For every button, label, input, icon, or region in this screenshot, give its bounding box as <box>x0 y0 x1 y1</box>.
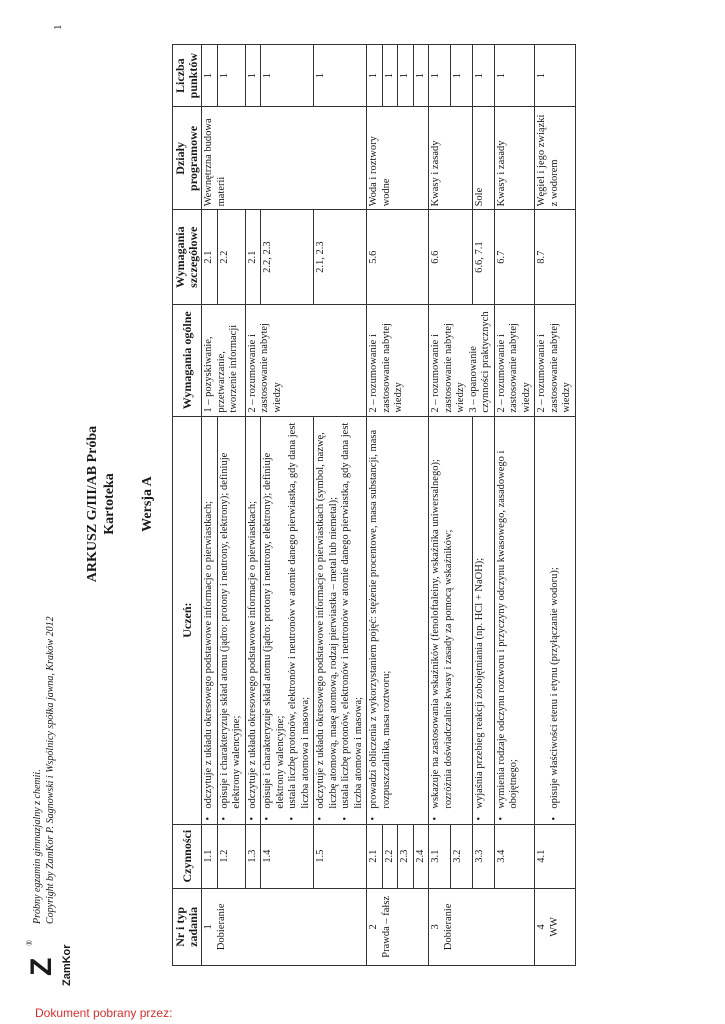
registered-mark: ® <box>25 939 34 946</box>
dzialy-cell: Węgiel i jego związki z wodorem <box>535 107 576 210</box>
szczegolowe-cell: 2.2, 2.3 <box>261 210 314 304</box>
col-header-szczegolowe: Wymagania szczegółowe <box>173 210 202 304</box>
logo-text: ZamKor <box>61 944 73 986</box>
points-cell: 1 <box>245 45 261 107</box>
logo-mark: Z <box>25 957 58 976</box>
czynnosc-cell: 4.1 <box>535 824 576 888</box>
dzialy-cell: Wewnętrzna budowa materii <box>202 107 367 210</box>
points-cell: 1 <box>217 45 245 107</box>
table-row <box>202 45 218 966</box>
szczegolowe-cell: 6.7 <box>494 210 535 304</box>
version-label: Wersja A <box>140 476 155 532</box>
szczegolowe-cell: 2.1, 2.3 <box>314 210 367 304</box>
points-cell: 1 <box>382 45 398 107</box>
czynnosc-cell: 1.2 <box>217 824 245 888</box>
uczen-cell: • wskazuje na zastosowania wskaźników (fenoloftaleiny, wskaźnika uniwersalnego); rozróżnia doświadczalnie kwasy i zasady za pomocą wskaźników; <box>429 416 473 824</box>
title-block <box>84 304 156 704</box>
uczen-cell: • prowadzi obliczenia z wykorzystaniem pojęć: stężenie procentowe, masa substancji, masa rozpuszczalnika, masa roztworu; <box>367 416 429 824</box>
dzialy-cell: Woda i roztwory wodne <box>367 107 429 210</box>
uczen-text: odczytuje z układu okresowego podstawowe informacje o pierwiastkach; <box>246 501 258 809</box>
uczen-text: opisuje i charakteryzuje skład atomu (jądro: protony i neutrony, elektrony); definiuje elektrony walencyjne; <box>218 452 242 809</box>
ogolne-cell: 2 – rozumowanie i zastosowanie nabytej wiedzy <box>494 304 535 416</box>
task-type: Dobieranie <box>215 903 227 951</box>
uczen-cell: • odczytuje z układu okresowego podstawowe informacje o pierwiastkach; <box>245 416 261 824</box>
czynnosc-cell: 2.2 <box>382 824 398 888</box>
czynnosc-cell: 2.1 <box>367 824 383 888</box>
task-type: Dobieranie <box>442 903 454 951</box>
uczen-cell: • odczytuje z układu okresowego podstawowe informacje o pierwiastkach (symbol, nazwę, liczbę atomową, masę atomową, rodzaj pierwiastka – metal lub niemetal); • ustala liczbę protonów, elektronów i neutronów w atomie danego pierwiastka, gdy dana jest liczba atomowa i masowa; <box>314 416 367 824</box>
szczegolowe-cell: 5.6 <box>367 210 429 304</box>
task-type: WW <box>548 916 560 937</box>
szczegolowe-cell: 6.6 <box>429 210 473 304</box>
task-type: Prawda – fałsz <box>380 895 392 958</box>
ogolne-cell: 2 – rozumowanie i zastosowanie nabytej wiedzy <box>367 304 429 416</box>
szczegolowe-cell: 2.1 <box>202 210 218 304</box>
szczegolowe-cell: 6.6, 7.1 <box>472 210 494 304</box>
ogolne-cell: 2 – rozumowanie i zastosowanie nabytej wiedzy <box>245 304 367 416</box>
header-line-2: Copyright by ZamKor P. Sagnowski i Wspólnicy spółka jawna, Kraków 2012 <box>45 616 56 924</box>
uczen-text: wymienia rodzaje odczynu roztworu i przyczyny odczynu kwasowego, zasadowego i obojętnego; <box>495 450 519 809</box>
col-header-uczen: Uczeń: <box>173 416 202 824</box>
czynnosc-cell: 1.1 <box>202 824 218 888</box>
table-row <box>472 45 494 966</box>
czynnosc-cell: 3.3 <box>472 824 494 888</box>
uczen-cell: • odczytuje z układu okresowego podstawowe informacje o pierwiastkach; <box>202 416 218 824</box>
table-header-row <box>173 45 202 966</box>
task-number: 2 <box>368 924 379 930</box>
task-number: 3 <box>430 924 441 930</box>
points-cell: 1 <box>450 45 472 107</box>
uczen-text: odczytuje z układu okresowego podstawowe informacje o pierwiastkach; <box>203 501 214 809</box>
uczen-text: opisuje i charakteryzuje skład atomu (jądro: protony i neutrony, elektrony); definiuje elektrony walencyjne; <box>262 452 286 809</box>
points-cell: 1 <box>202 45 218 107</box>
czynnosc-cell: 3.2 <box>450 824 472 888</box>
sheet-title: ARKUSZ G/III/AB Próba <box>85 425 100 583</box>
uczen-text: wyjaśnia przebieg reakcji zobojętniania (np. HCl + NaOH); <box>473 557 485 809</box>
szczegolowe-cell: 2.1 <box>245 210 261 304</box>
col-header-dzialy: Działy programowe <box>173 107 202 210</box>
uczen-cell: • opisuje właściwości etenu i etynu (przyłączanie wodoru); <box>535 416 576 824</box>
points-cell: 1 <box>494 45 535 107</box>
dzialy-cell: Sole <box>472 107 494 210</box>
task-1-cell <box>202 888 367 965</box>
uczen-cell: • wyjaśnia przebieg reakcji zobojętniania (np. HCl + NaOH); <box>472 416 494 824</box>
table-row <box>429 45 451 966</box>
points-cell: 1 <box>398 45 414 107</box>
ogolne-cell: 2 – rozumowanie i zastosowanie nabytej wiedzy <box>535 304 576 416</box>
col-header-punkty: Liczba punktów <box>173 45 202 107</box>
czynnosc-cell: 2.4 <box>413 824 429 888</box>
header-line-1: Próbny egzamin gimnazjalny z chemii. <box>32 769 43 924</box>
col-header-nr: Nr i typ zadania <box>173 888 202 965</box>
col-header-czynnosci: Czynności <box>173 824 202 888</box>
kartoteka-table <box>172 44 576 966</box>
szczegolowe-cell: 8.7 <box>535 210 576 304</box>
table-row <box>494 45 535 966</box>
czynnosc-cell: 1.4 <box>261 824 314 888</box>
ogolne-cell: 2 – rozumowanie i zastosowanie nabytej wiedzy 3 – opanowanie czynności praktycznych <box>429 304 495 416</box>
task-3-cell <box>429 888 535 965</box>
footer-download-note: Dokument pobrany przez: <box>35 1006 173 1020</box>
dzialy-cell: Kwasy i zasady <box>429 107 473 210</box>
uczen-text: opisuje właściwości etenu i etynu (przyłączanie wodoru); <box>548 567 560 809</box>
czynnosc-cell: 1.5 <box>314 824 367 888</box>
points-cell: 1 <box>367 45 383 107</box>
task-number: 4 <box>536 924 547 930</box>
points-cell: 1 <box>472 45 494 107</box>
uczen-cell: • opisuje i charakteryzuje skład atomu (jądro: protony i neutrony, elektrony); definiuje elektrony walencyjne; • ustala liczbę protonów, elektronów i neutronów w atomie danego pierwiastka, gdy dana jest liczba atomowa i masowa; <box>261 416 314 824</box>
uczen-cell: • wymienia rodzaje odczynu roztworu i przyczyny odczynu kwasowego, zasadowego i obojętnego; <box>494 416 535 824</box>
col-header-ogolne: Wymagania ogólne <box>173 304 202 416</box>
page-header <box>25 566 81 986</box>
szczegolowe-cell: 2.2 <box>217 210 245 304</box>
czynnosc-cell: 3.4 <box>494 824 535 888</box>
task-4-cell <box>535 888 576 965</box>
points-cell: 1 <box>429 45 451 107</box>
sheet-subtitle: Kartoteka <box>102 473 117 535</box>
task-number: 1 <box>203 924 214 930</box>
points-cell: 1 <box>535 45 576 107</box>
header-text <box>31 616 57 924</box>
table-row <box>535 45 576 966</box>
uczen-text: wskazuje na zastosowania wskaźników (fenoloftaleiny, wskaźnika uniwersalnego); rozróżnia doświadczalnie kwasy i zasady za pomocą wskaźników; <box>430 459 454 809</box>
czynnosc-cell: 2.3 <box>398 824 414 888</box>
uczen-text: ustala liczbę protonów, elektronów i neutronów w atomie danego pierwiastka, gdy dana jest liczba atomowa i masowa; <box>340 422 364 809</box>
czynnosc-cell: 3.1 <box>429 824 451 888</box>
uczen-cell: • opisuje i charakteryzuje skład atomu (jądro: protony i neutrony, elektrony); definiuje elektrony walencyjne; <box>217 416 245 824</box>
uczen-text: odczytuje z układu okresowego podstawowe informacje o pierwiastkach (symbol, nazwę, liczbę atomową, masę atomową, rodzaj pierwiastka – metal lub niemetal); <box>315 432 339 809</box>
ogolne-cell: 1 – pozyskiwanie, przetwarzanie, tworzenie informacji <box>202 304 246 416</box>
czynnosc-cell: 1.3 <box>245 824 261 888</box>
uczen-text: ustala liczbę protonów, elektronów i neutronów w atomie danego pierwiastka, gdy dana jest liczba atomowa i masowa; <box>287 422 311 809</box>
table-row <box>367 45 383 966</box>
page-number: 1 <box>52 24 64 30</box>
zamkor-logo <box>25 926 77 986</box>
uczen-text: prowadzi obliczenia z wykorzystaniem pojęć: stężenie procentowe, masa substancji, masa rozpuszczalnika, masa roztworu; <box>368 429 392 809</box>
points-cell: 1 <box>314 45 367 107</box>
points-cell: 1 <box>261 45 314 107</box>
dzialy-cell: Kwasy i zasady <box>494 107 535 210</box>
task-2-cell <box>367 888 429 965</box>
points-cell: 1 <box>413 45 429 107</box>
